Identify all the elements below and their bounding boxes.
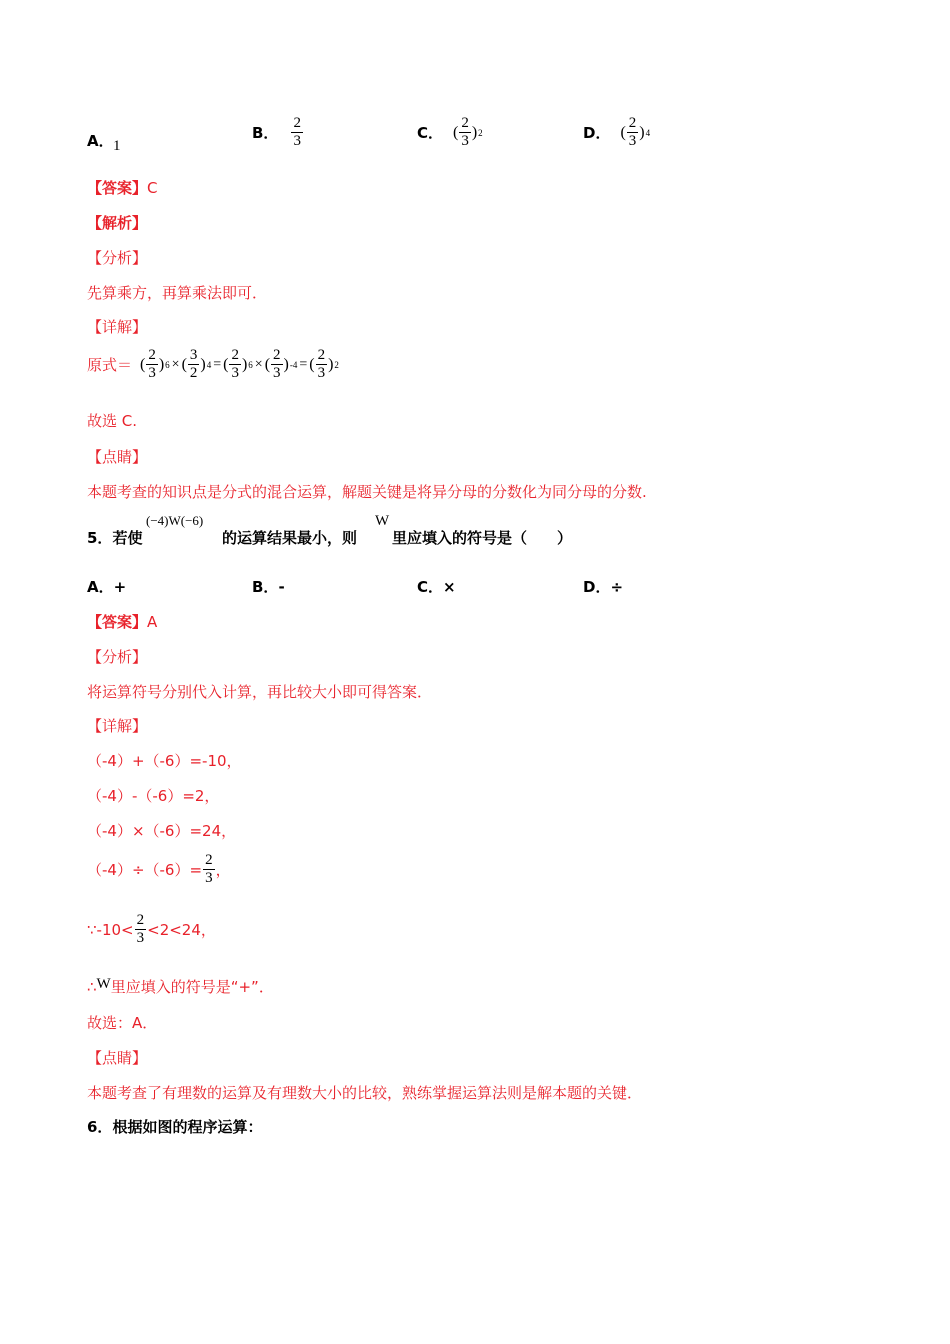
- q6-stem: 6．根据如图的程序运算：: [87, 1118, 263, 1136]
- q5-option-b: B．-: [252, 578, 285, 596]
- option-label: B．: [252, 124, 279, 142]
- q4-comment-tag: 【点睛】: [87, 448, 148, 466]
- q5-detail-tag: 【详解】: [87, 717, 148, 735]
- q5-because: ∵-10< $\frac{2}{3}$ <2<24，: [87, 912, 216, 946]
- q5-conclusion: 故选：A．: [87, 1014, 158, 1032]
- q5-comment-tag: 【点睛】: [87, 1049, 148, 1067]
- q5-w-symbol: W: [375, 513, 390, 529]
- answer-tag: 【答案】: [87, 613, 148, 631]
- q5-stem-middle: 的运算结果最小，则: [222, 529, 358, 547]
- fraction: $\frac{2}{3}$: [317, 347, 326, 381]
- fraction: $\frac{2}{3}$: [205, 852, 213, 886]
- option-label: A．: [87, 132, 114, 150]
- q5-option-d: D．÷: [583, 578, 624, 596]
- q5-option-c: C．×: [417, 578, 456, 596]
- fraction: $\frac{3}{2}$: [189, 347, 198, 381]
- q5-calc-sub: （-4）-（-6）=2，: [87, 787, 220, 805]
- fraction: $\frac{2}{3}$: [293, 115, 301, 149]
- q5-calc-mul: （-4）×（-6）=24，: [87, 822, 237, 840]
- q4-option-a-value: 1: [113, 138, 121, 154]
- question-number: 6．: [87, 1118, 113, 1136]
- q4-conclusion: 故选 C.: [87, 412, 138, 430]
- q5-stem-end: 里应填入的符号是（ ）: [392, 529, 573, 547]
- fraction: $\frac{2}{3}$: [148, 347, 156, 381]
- q5-fenxi-tag: 【分析】: [87, 648, 148, 666]
- q4-option-a: [87, 130, 114, 151]
- fraction: $\frac{2}{3}$: [231, 347, 239, 381]
- q4-fenxi-text: 先算乘方，再算乘法即可．: [87, 284, 268, 302]
- answer-value: C: [147, 179, 158, 197]
- q4-comment-text: 本题考查的知识点是分式的混合运算，解题关键是将异分母的分数化为同分母的分数.: [87, 483, 647, 501]
- q5-option-a: A．+: [87, 578, 127, 596]
- q4-detail-tag: 【详解】: [87, 318, 148, 336]
- option-label: C．: [417, 124, 444, 142]
- q5-fenxi-text: 将运算符号分别代入计算，再比较大小即可得答案．: [87, 683, 433, 701]
- answer-tag: 【答案】: [87, 179, 148, 197]
- fraction: $\frac{2}{3}$: [461, 115, 469, 149]
- q5-calc-div: （-4）÷（-6）= $\frac{2}{3}$ ，: [87, 852, 231, 886]
- q5-comment-text: 本题考查了有理数的运算及有理数大小的比较，熟练掌握运算法则是解本题的关键．: [87, 1084, 643, 1102]
- w-symbol: W: [96, 976, 111, 992]
- q4-answer: [87, 177, 158, 198]
- q4-analysis-tag: 【解析】: [87, 214, 148, 232]
- q4-fenxi-tag: 【分析】: [87, 249, 148, 267]
- q5-calc-add: （-4）+（-6）=-10，: [87, 752, 242, 770]
- q4-option-d: D． ( $\frac{2}{3}$ ) 4: [583, 115, 651, 149]
- q5-answer: [87, 611, 157, 632]
- answer-value: A: [147, 613, 158, 631]
- q4-formula: 原式＝ ( $\frac{2}{3}$ ) 6 × ( $\frac{3}{2}$ ) 4 = ( $\frac{2}{3}$ ) 6 × ( $\frac{2}{3}$ ) -4 = ( $\frac{2}{3}$ ) 2: [87, 347, 339, 381]
- q5-therefore: ∴W里应填入的符号是“+”．: [87, 976, 274, 996]
- question-number: 5．: [87, 529, 113, 547]
- fraction: $\frac{2}{3}$: [628, 115, 637, 149]
- fraction: $\frac{2}{3}$: [273, 347, 281, 381]
- q4-option-b: [252, 116, 304, 149]
- formula-label: 原式＝: [87, 356, 133, 374]
- q5-stem: 5．若使: [87, 529, 143, 547]
- q4-option-c: C． ( $\frac{2}{3}$ ) 2: [417, 115, 483, 149]
- fraction: $\frac{2}{3}$: [136, 912, 145, 946]
- option-label: D．: [583, 124, 611, 142]
- q5-expression: (−4)W(−6): [146, 513, 204, 528]
